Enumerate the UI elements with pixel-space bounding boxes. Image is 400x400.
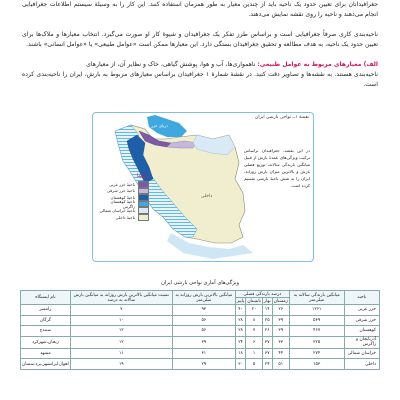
cell-winter: ۲۶ <box>272 305 289 316</box>
col-summer: تابستان <box>247 298 261 304</box>
cell-autumn: ۱۸ <box>235 348 246 359</box>
cell-annual: ۱۲۶۱ <box>289 305 344 316</box>
legend-swatch <box>138 201 149 208</box>
map-legend <box>99 173 149 221</box>
cell-ratio: ۱۲ <box>70 326 172 337</box>
legend-swatch <box>138 181 149 188</box>
cell-station: زنجان،شهرکرد <box>21 336 71 348</box>
cell-annual: ۴۶۷ <box>289 326 344 337</box>
cell-ratio: ۱۹ <box>70 359 172 370</box>
cell-max-daily: ۲۹ <box>172 359 235 370</box>
table-row <box>21 315 380 326</box>
cell-ratio: ۱۱ <box>70 348 172 359</box>
legend-swatch <box>138 207 149 214</box>
cell-region: آذربایجان و زاگرس <box>344 336 379 348</box>
cell-region: خزر شرقی <box>344 315 379 326</box>
cell-spring: ۳۷ <box>262 348 272 359</box>
col-max-daily: میانگین بالاترین بارش روزانه به میلی‌متر <box>172 291 235 305</box>
cell-station: گرگان <box>21 315 71 326</box>
map-description: در این نقشه، جغرافیدان براساس ترکیب ویژگی‌های عمدهٔ بارش از قبیل میانگین بارندگی سالانه، توزیع فصلی بارش و بالاترین میزان بارش روزانه، ایران را به شش ناحیهٔ بارشی تقسیم کرده است. <box>244 148 310 188</box>
legend-swatch <box>138 194 149 201</box>
cell-winter: ۳۳ <box>272 336 289 348</box>
natural-criteria-heading <box>22 60 378 70</box>
cell-autumn: ۴۰ <box>235 305 246 316</box>
map-title: نقشهٔ ۱ــ نواحی بارشی ایران <box>255 115 309 120</box>
cell-autumn: ۲۰ <box>235 359 246 370</box>
cell-station: رامسر <box>21 305 71 316</box>
intro-paragraph: جغرافیدانان برای تعیین حدود یک ناحیه باید از چندین معیار به طور همزمان استفاده کنند. این کار را به وسیلهٔ سیستم اطلاعات جغرافیایی انجام می‌دهند و ناحیه را روی نقشه نمایش می‌دهند. <box>22 1 378 18</box>
cell-annual: ۳۲۵ <box>289 336 344 348</box>
cell-max-daily: ۵۶ <box>172 326 235 337</box>
legend-item <box>99 207 149 214</box>
heading-rest: ناهمواری‌ها، آب و هوا، پوشش گیاهی، خاک و نظایر آن، از معیارهای <box>86 61 258 68</box>
col-autumn: پاییز <box>236 298 245 304</box>
cell-spring: ۲۵ <box>262 315 272 326</box>
cell-winter: ۳۹ <box>272 315 289 326</box>
cell-ratio: ۱۰ <box>70 315 172 326</box>
cell-station: سنندج <box>21 326 71 337</box>
interior-label: داخلی <box>201 194 213 199</box>
caspian-label: دریای خزر <box>151 123 169 128</box>
table-row <box>21 348 380 359</box>
legend-swatch <box>138 188 149 195</box>
col-ratio: نسبت میانگین بالاترین بارش روزانه به میانگین بارش سالانه به درصد <box>70 291 172 305</box>
legend-swatch <box>138 214 149 221</box>
cell-winter: ۴۴ <box>272 348 289 359</box>
legend-title: راهنما <box>136 173 149 179</box>
cell-summer: ۶ <box>246 336 263 348</box>
cell-max-daily: ۵۶ <box>172 315 235 326</box>
cell-summer: ۵ <box>246 359 263 370</box>
cell-annual: ۱۵۳ <box>289 359 344 370</box>
statistics-table <box>20 290 380 370</box>
table-row <box>21 305 380 316</box>
legend-item <box>99 201 149 208</box>
cell-region: خراسان شمالی <box>344 348 379 359</box>
legend-label: ناحیهٔ خراسان شمالی <box>99 208 135 214</box>
precipitation-map-figure <box>92 112 314 262</box>
cell-spring: ۳۷ <box>262 336 272 348</box>
cell-summer: ۷ <box>246 326 263 337</box>
cell-winter: ۳۹ <box>272 326 289 337</box>
cell-station: مشهد <box>21 348 71 359</box>
col-winter: زمستان <box>273 298 288 304</box>
cell-winter: ۵۱ <box>272 359 289 370</box>
cell-region: کوهستان <box>344 326 379 337</box>
cell-region: داخلی <box>344 359 379 370</box>
regionalization-paragraph: ناحیه‌بندی کاری صرفاً جغرافیایی است و براساس طرز تفکر یک جغرافیدان و شیوهٔ کار او صورت می‌گیرد. انتخاب معیارها و ملاک‌ها برای تعیین حدود یک ناحیه، به هدف مطالعه و تحقیق جغرافیدان بستگی دارد. این معیارها ممکن است «عوامل طبیعی» یا «عوامل انسانی» باشند. <box>22 31 378 48</box>
cell-summer: ۲۰ <box>246 305 263 316</box>
cell-spring: ۲۴ <box>262 359 272 370</box>
cell-max-daily: ۹۳ <box>172 305 235 316</box>
legend-label: ناحیهٔ کوهستان زاگرس <box>110 199 135 210</box>
cell-annual: ۲۷۴ <box>289 348 344 359</box>
table-row <box>21 359 380 370</box>
cell-max-daily: ۳۹ <box>172 336 235 348</box>
col-annual: میانگین بارندگی سالانه به میلی‌متر <box>289 291 344 305</box>
cell-summer: ۸ <box>246 315 263 326</box>
cell-spring: ۲۶ <box>262 326 272 337</box>
cell-autumn: ۲۸ <box>235 326 246 337</box>
cell-annual: ۵۳۹ <box>289 315 344 326</box>
cell-station: اهواز،ایرانشهر،یزد،سمنان <box>21 359 71 370</box>
cell-spring: ۱۴ <box>262 305 272 316</box>
col-spring: بهار <box>263 298 271 304</box>
cell-autumn: ۲۸ <box>235 315 246 326</box>
cell-ratio: ۷ <box>70 305 172 316</box>
legend-item <box>99 181 149 188</box>
cell-max-daily: ۳۱ <box>172 348 235 359</box>
legend-item <box>99 214 149 221</box>
legend-label: ناحیهٔ خزر شرقی <box>106 188 135 194</box>
table-title: ویژگی‌های آماری نواحی بارشی ایران <box>161 280 239 286</box>
table-row <box>21 326 380 337</box>
table-row <box>21 336 380 348</box>
col-seasonal: درصد بارندگی فصلی <box>235 291 289 298</box>
legend-item <box>99 188 149 195</box>
heading-highlight: الف) معیارهای مربوط به عوامل طبیعی: <box>257 61 378 68</box>
col-region: ناحیه <box>344 291 379 305</box>
cell-autumn: ۲۴ <box>235 336 246 348</box>
legend-label: ناحیهٔ داخلی <box>115 214 135 220</box>
col-station: نام ایستگاه <box>21 291 71 305</box>
cell-region: خزر غربی <box>344 305 379 316</box>
legend-label: ناحیهٔ کوهستان <box>110 194 135 200</box>
legend-label: ناحیهٔ خزر غربی <box>108 181 135 187</box>
map-intro-paragraph: ناحیه‌بندی هستند. به نقشه‌ها و تصاویر دقت کنید. در نقشهٔ شمارهٔ ۱ جغرافیدان براساس معیارهای مربوط به بارش، ایران را ناحیه‌بندی کرده است. <box>22 71 378 88</box>
cell-summer: ۱ <box>246 348 263 359</box>
cell-ratio: ۱۲ <box>70 336 172 348</box>
